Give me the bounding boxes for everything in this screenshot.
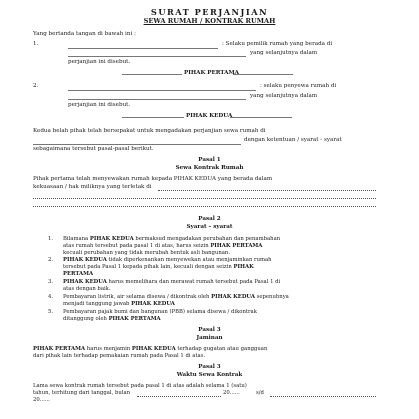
pasal3b-year-2: 20...... (33, 397, 50, 403)
party2-label-line-right (230, 117, 292, 118)
pasal3a-bold: PIHAK KEDUA (131, 346, 176, 352)
party2-number: 2. (33, 83, 39, 89)
party1-label-line-left (122, 74, 182, 75)
item-text: tidak diperkenankan menyewekan atau menjaminkan rumah (106, 257, 272, 263)
pasal3b-title: Waktu Sewa Kontrak (176, 372, 243, 378)
party2-name-line (68, 90, 256, 91)
party1-label-line-right (233, 74, 293, 75)
pasal3a-heading: Pasal 3 (198, 327, 221, 333)
pasal3b-date-blank-2 (270, 396, 376, 397)
item-bold: PIHAK KEDUA (131, 301, 175, 307)
pasal3b-heading: Pasal 3 (198, 364, 221, 370)
intro-text: Yang bertanda tangan di bawah ini : (33, 31, 136, 37)
document-subtitle: SEWA RUMAH / KONTRAK RUMAH (143, 17, 276, 25)
party1-number: 1. (33, 41, 39, 47)
item-number: 1. (48, 236, 54, 242)
party1-name-line (68, 48, 218, 49)
item-text: menjadi tanggung jawab (63, 301, 132, 307)
party2-label: PIHAK KEDUA (186, 113, 233, 119)
pasal3a-text: terhadap gugatan atau gangguan (175, 346, 268, 352)
party1-cont: perjanjian ini disebut. (68, 59, 131, 65)
pasal3a-text: harus menjamin (85, 346, 132, 352)
pasal1-blank-2 (33, 198, 376, 199)
pasal2-title: Syarat – syarat (186, 224, 233, 230)
item-text: ditanggung oleh (63, 316, 109, 322)
item-text: atas dengan baik. (63, 286, 111, 292)
item-text: Bilamana (63, 236, 90, 242)
pasal1-blank-3 (33, 206, 376, 207)
item-bold: PIHAK KEDUA (89, 236, 134, 242)
agreement-line3: sebagaimana tersebut pasal-pasal berikut. (33, 146, 154, 152)
item-text: kecuali perubahan yang tidak merubah bentuk asli bangunan. (63, 250, 231, 256)
item-bold: PIHAK KEDUA (63, 279, 107, 285)
party2-label-line-left (122, 117, 184, 118)
pasal1-blank-1 (158, 190, 376, 191)
pasal3a-bold: PIHAK PERTAMA (33, 346, 86, 352)
party2-role-cont: yang selanjutnya dalam (250, 93, 318, 99)
party1-role-cont: yang selanjutnya dalam (250, 50, 318, 56)
item-bold: PERTAMA (63, 271, 94, 277)
item-number: 4. (48, 294, 54, 300)
item-text: atas rumah tersebut pada pasal 1 di atas, harus seizin (63, 243, 211, 249)
party2-cont: perjanjian ini disebut. (68, 102, 131, 108)
agreement-line2: dengan ketentuan / syarat - syarat (244, 137, 342, 143)
item-number: 5. (48, 309, 54, 315)
pasal3b-year-1: 20...... (223, 390, 240, 396)
item-text: sepenuhnya (254, 294, 289, 300)
pasal3a-line1 (33, 346, 267, 353)
pasal3a-title: Jaminan (196, 335, 223, 341)
party2-role: : selaku penyewa rumah di (260, 83, 337, 89)
item-bold: PIHAK PERTAMA (108, 316, 161, 322)
item-bold: PIHAK KEDUA (211, 294, 255, 300)
pasal3b-line1: Lama sewa kontrak rumah tersebut pada pasal 1 di atas adalah selama 1 (satu) (33, 383, 247, 389)
item-number: 2. (48, 257, 54, 263)
pasal2-heading: Pasal 2 (198, 216, 221, 222)
agreement-line1: Kedua belah pihak telah bersepakat untuk mengadakan perjanjian sewa rumah di (33, 128, 266, 134)
pasal1-text2: kekuasaan / hak miliknya yang terletak di (33, 184, 152, 190)
item-bold: PIHAK KEDUA (63, 257, 107, 263)
party1-address-line (68, 56, 246, 57)
party1-label: PIHAK PERTAMA (184, 70, 240, 76)
item-text: bermaksud mengadakan perubahan dan penambahan (133, 236, 281, 242)
item-text: harus memelihara dan merawat rumah tersebut pada Pasal 1 di (106, 279, 281, 285)
party1-role: : Selaku pemilik rumah yang berada di (222, 41, 333, 47)
pasal3b-sd: s/d (256, 390, 264, 396)
pasal1-title: Sewa Kontrak Rumah (175, 165, 244, 171)
agreement-blank (33, 144, 241, 145)
item-text: Pembayaran listrik, air selama disewa / dikontrak oleh (63, 294, 212, 300)
document-title: SURAT PERJANJIAN (150, 7, 269, 17)
pasal3b-date-blank-1 (137, 396, 221, 397)
pasal1-text1: Pihak pertama telah menyewakan rumah kepada PIHAK KEDUA yang berada dalam (33, 176, 273, 182)
pasal3a-line2: dari pihak lain terhadap pemakaian rumah pada Pasal 1 di atas. (33, 353, 206, 359)
item-text: tersebut pada Pasal 1 kepada pihak lain, kecuali dengan seizin (63, 264, 234, 270)
pasal3b-line2-a: tahun, terhitung dari tanggal, bulan (33, 390, 131, 396)
item-number: 3. (48, 279, 54, 285)
item-text: Pembayaran pajak bumi dan bangunan (PBB) selama disewa / dikontrak (63, 309, 257, 315)
pasal1-heading: Pasal 1 (198, 157, 221, 163)
party2-address-line (68, 99, 246, 100)
item-bold: PIHAK (233, 264, 254, 270)
item-bold: PIHAK PERTAMA (210, 243, 263, 249)
